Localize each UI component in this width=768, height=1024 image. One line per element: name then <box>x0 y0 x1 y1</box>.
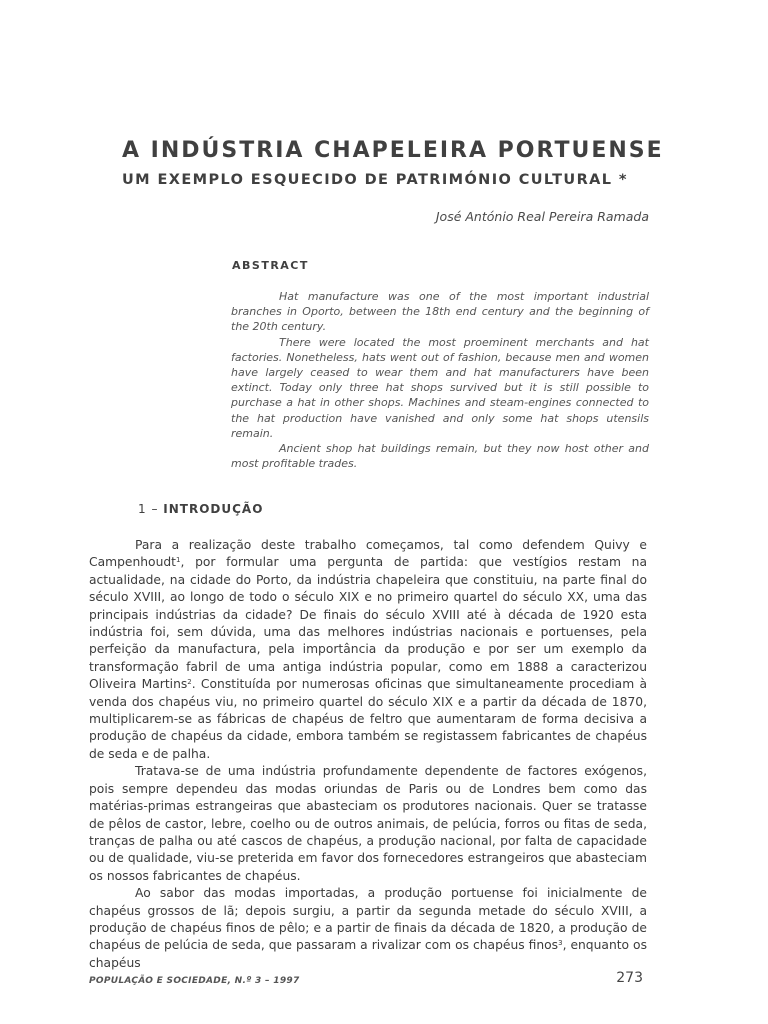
abstract-paragraph: Ancient shop hat buildings remain, but they now host other and most profitable trades. <box>231 442 649 471</box>
body-text <box>89 537 647 972</box>
paper-title: A INDÚSTRIA CHAPELEIRA PORTUENSE <box>122 138 664 163</box>
body-text-run: Para a realização deste trabalho começamos, tal como defendem Quivy e Campenhoudt <box>89 538 647 570</box>
footer-journal-name: POPULAÇÃO E SOCIEDADE, N.º 3 – 1997 <box>89 976 300 986</box>
body-text-run: . Constituída por numerosas oficinas que simultaneamente procediam à venda dos chapéus viu, no primeiro quartel do século XIX e a partir da década de 1870, multiplicarem-se as fábricas de chapéus de feltro que aumentaram de forma decisiva a produção de chapéus da cidade, embora também se registassem fabricantes de chapéus de seda e de palha. <box>89 677 647 761</box>
paper-subtitle: UM EXEMPLO ESQUECIDO DE PATRIMÓNIO CULTURAL * <box>122 172 628 188</box>
body-paragraph-3 <box>89 885 647 972</box>
footnote-ref-2: 2 <box>187 678 192 687</box>
section-heading <box>138 502 263 516</box>
abstract-paragraph: Hat manufacture was one of the most important industrial branches in Oporto, between the 18th end century and the beginning of the 20th century. <box>231 290 649 334</box>
body-text-run: Ao sabor das modas importadas, a produção portuense foi inicialmente de chapéus grossos de lã; depois surgiu, a partir da segunda metade do século XVIII, a produção de chapéus finos de pêlo; e a partir de finais da década de 1820, a produção de chapéus de pelúcia de seda, que passaram a rivalizar com os chapéus finos <box>89 886 647 953</box>
author-name: José António Real Pereira Ramada <box>435 209 649 224</box>
body-text-run: , enquanto os chapéus <box>89 938 647 970</box>
page-number: 273 <box>616 970 643 986</box>
body-paragraph-2: Tratava-se de uma indústria profundamente dependente de factores exógenos, pois sempre dependeu das modas oriundas de Paris ou de Londres bem como das matérias-primas estrangeiras que abasteciam os produtores nacionais. Quer se tratasse de pêlos de castor, lebre, coelho ou de outros animais, de pelúcia, forros ou fitas de seda, tranças de palha ou até cascos de chapéus, a produção nacional, por falta de capacidade ou de qualidade, viu-se preterida em favor dos fornecedores estrangeiros que abasteciam os nossos fabricantes de chapéus. <box>89 764 647 883</box>
abstract-body <box>231 289 649 471</box>
abstract-paragraph: There were located the most proeminent merchants and hat factories. Nonetheless, hats went out of fashion, because men and women have largely ceased to wear them and hat manufacturers have been extinct. Today only three hat shops survived but it is still possible to purchase a hat in other shops. Machines and steam-engines connected to the hat production have vanished and only some hat shops utensils remain. <box>231 335 649 440</box>
body-text-run: , por formular uma pergunta de partida: que vestígios restam na actualidade, na cidade do Porto, da indústria chapeleira que constituiu, na parte final do século XVIII, ao longo de todo o século XIX e no primeiro quartel do século XX, uma das principais indústrias da cidade? De finais do século XVIII até à década de 1920 esta indústria foi, sem dúvida, uma das melhores indústrias nacionais e portuenses, pela perfeição da manufactura, pela importância da produção e por ser um exemplo da transformação fabril de uma antiga indústria popular, como em 1888 a caracterizou Oliveira Martins <box>89 555 647 692</box>
section-name: INTRODUÇÃO <box>163 502 264 516</box>
abstract-heading: ABSTRACT <box>232 259 309 272</box>
body-paragraph-1 <box>89 537 647 763</box>
section-number: 1 – <box>138 502 159 516</box>
footnote-ref-1: 1 <box>176 556 181 565</box>
footnote-ref-3: 3 <box>558 939 563 948</box>
